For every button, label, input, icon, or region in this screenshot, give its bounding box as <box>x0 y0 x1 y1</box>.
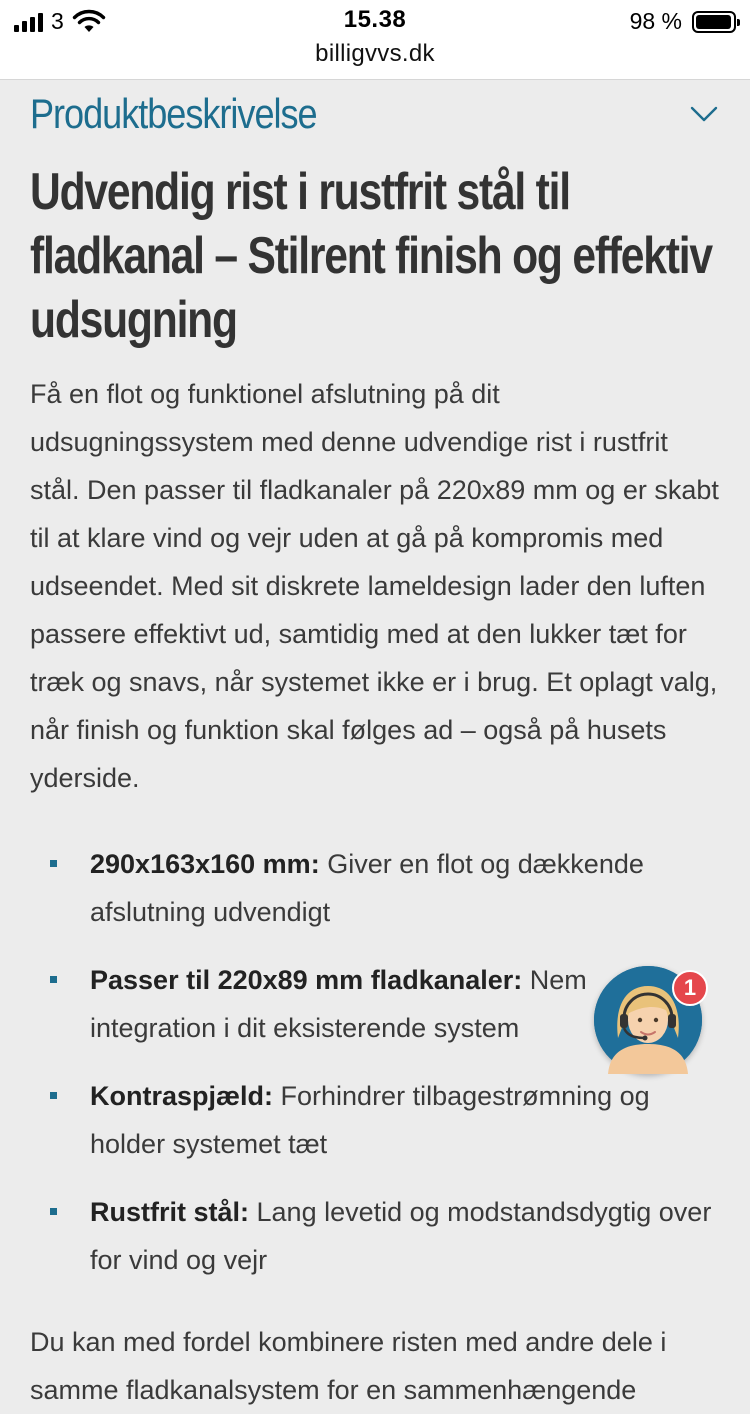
product-description-section <box>30 80 720 1414</box>
chat-notification-badge: 1 <box>672 970 708 1006</box>
carrier-label: 3 <box>51 8 64 34</box>
browser-top-bar <box>0 0 750 80</box>
feature-text: Lang levetid og modstandsdygtig over for vind og vejr <box>90 1197 712 1275</box>
bullet-icon <box>50 860 57 867</box>
list-item <box>30 1072 720 1168</box>
list-item <box>30 1188 720 1284</box>
accordion-header[interactable] <box>30 82 720 146</box>
bullet-icon <box>50 1092 57 1099</box>
feature-text: Nem integration i dit eksisterende system <box>90 965 587 1043</box>
feature-text: Giver en flot og dækkende afslutning udvendigt <box>90 849 644 927</box>
section-title: Produktbeskrivelse <box>30 90 317 137</box>
bullet-icon <box>50 1208 57 1215</box>
feature-label: 290x163x160 mm: <box>90 849 320 879</box>
feature-label: Kontraspjæld: <box>90 1081 274 1111</box>
product-outro-text: Du kan med fordel kombinere risten med andre dele i samme fladkanalsystem for en sammenhængende <box>30 1327 667 1405</box>
feature-text: Forhindrer tilbagestrømning og holder systemet tæt <box>90 1081 650 1159</box>
status-right <box>630 8 736 35</box>
product-title: Udvendig rist i rustfrit stål til fladkanal – Stilrent finish og effektiv udsugning <box>30 163 712 349</box>
product-description: Få en flot og funktionel afslutning på dit udsugningssystem med denne udvendige rist i rustfrit stål. Den passer til fladkanaler på 220x89 mm og er skabt til at klare vind og vejr uden at gå på kompromis med udseendet. Med sit diskrete lameldesign lader den luften passere effektivt ud, samtidig med at den lukker tæt for træk og snavs, når systemet ikke er i brug. Et oplagt valg, når finish og funktion skal følges ad – også på husets yderside. <box>30 379 719 793</box>
battery-icon <box>692 11 736 33</box>
list-item <box>30 840 720 936</box>
status-time: 15.38 <box>343 6 407 33</box>
battery-percent: 98 % <box>629 8 682 34</box>
feature-label: Rustfrit stål: <box>90 1197 250 1227</box>
address-bar-url[interactable]: billigvvs.dk <box>315 40 435 67</box>
bullet-icon <box>50 976 57 983</box>
feature-label: Passer til 220x89 mm fladkanaler: <box>90 965 523 995</box>
chevron-down-icon[interactable] <box>690 105 718 123</box>
